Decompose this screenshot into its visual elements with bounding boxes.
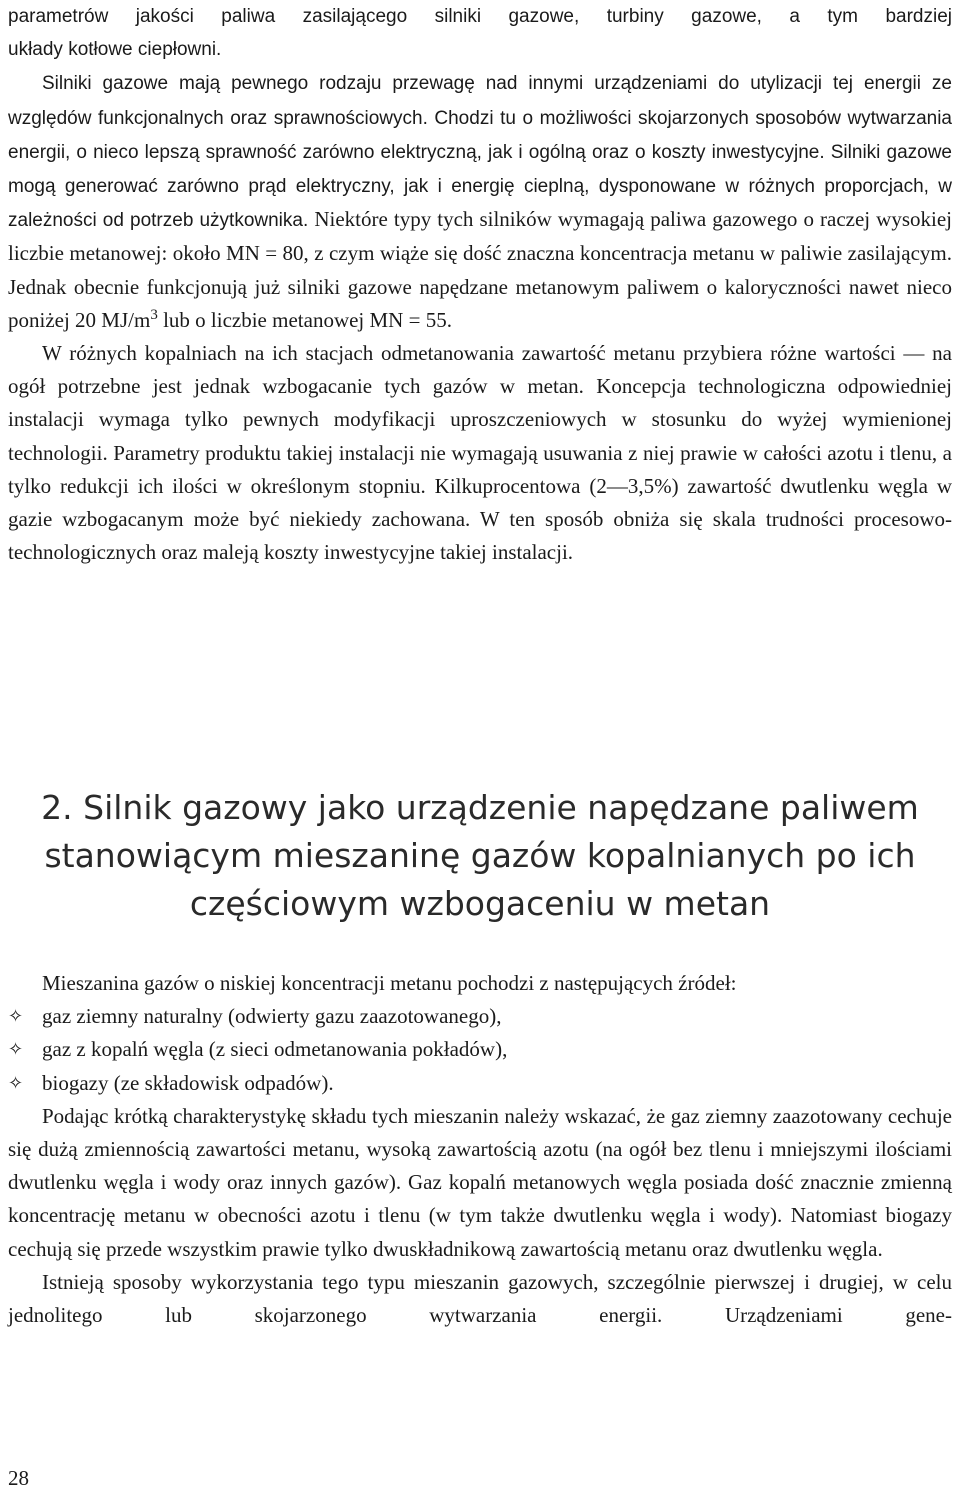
page-number: 28 (8, 1466, 29, 1490)
list-item (8, 1033, 952, 1066)
superscript: 3 (150, 306, 158, 323)
heading-line: częściowym wzbogaceniu w metan (189, 884, 771, 923)
paragraph-text-a: Silniki gazowe mają pewnego rodzaju przewagę nad innymi urządzeniami do utylizacji tej energii ze względów funkcjonalnych oraz sprawnościowych. Chodzi tu o możliwości skojarzonych sposobów wytwarzania energii, o nieco lepszą sprawność zarówno elektryczną, jak i ogólną oraz o koszty inwestycyjne. Silniki gazowe mogą generować zarówno prąd elektryczny, jak i energię cieplną, dysponowane w różnych proporcjach, w zależności od potrzeb użytkownika. (8, 73, 952, 232)
paragraph-line: układy kotłowe ciepłowni. (8, 39, 222, 61)
four-pointed-star-icon: ✧ (8, 1039, 24, 1061)
paragraph-charakterystyka: Podając krótką charakterystykę składu tych mieszanin należy wskazać, że gaz ziemny zaazotowany cechuje się dużą zmiennością zawartości metanu, wysoką zawartością azotu (na ogół bez tlenu i mniejszymi ilościami dwutlenku węgla i wody oraz innych gazów). Gaz kopalń metanowych węgla posiada dość znacznie zmienną koncentrację metanu w obecności azotu i tlenu (w tym także dwutlenku węgla i wody). Natomiast biogazy cechują się przede wszystkim prawie tylko dwuskładnikową zawartością metanu oraz dwutlenku węgla. (8, 1103, 952, 1261)
paragraph-silniki (8, 66, 952, 337)
list-item-text: gaz ziemny naturalny (odwierty gazu zaazotowanego), (42, 1004, 502, 1029)
list-item-text: gaz z kopalń węgla (z sieci odmetanowania pokładów), (42, 1037, 508, 1062)
four-pointed-star-icon: ✧ (8, 1072, 24, 1094)
source-list (8, 1000, 952, 1100)
heading-line: stanowiącym mieszaninę gazów kopalnianych po ich (44, 836, 916, 875)
list-item (8, 1067, 952, 1100)
list-item (8, 1000, 952, 1033)
bottom-text-block (8, 967, 952, 1332)
heading-line: 2. Silnik gazowy jako urządzenie napędzane paliwem (41, 788, 919, 827)
top-text-block (8, 0, 952, 569)
paragraph-kopalnie: W różnych kopalniach na ich stacjach odmetanowania zawartość metanu przybiera różne wartości — na ogół potrzebne jest jednak wzbogacanie tych gazów w metan. Koncepcja technologiczna odpowiedniej instalacji wymaga tylko pewnych modyfikacji uproszczeniowych w stosunku do wyżej wymienionej technologii. Parametry produktu takiej instalacji nie wymagają usuwania z niej prawie w całości azotu i tlenu, a tylko redukcji ich ilości w określonym stopniu. Kilkuprocentowa (2—3,5%) zawartość dwutlenku węgla w gazie wzbogacanym może być niekiedy zachowana. W ten sposób obniża się skala trudności procesowo-technologicznych oraz maleją koszty inwestycyjne takiej instalacji. (8, 341, 952, 565)
four-pointed-star-icon: ✧ (8, 1006, 24, 1028)
paragraph-text-c: lub o liczbie metanowej MN = 55. (157, 307, 452, 332)
paragraph-sposoby: Istnieją sposoby wykorzystania tego typu mieszanin gazowych, szczególnie pierwszej i drugiej, w celu jednolitego lub skojarzonego wytwarzania energii. Urządzeniami gene- (8, 1269, 952, 1328)
paragraph-continued (8, 0, 952, 66)
list-item-text: biogazy (ze składowisk odpadów). (42, 1070, 334, 1095)
paragraph-intro: Mieszanina gazów o niskiej koncentracji metanu pochodzi z następujących źródeł: (42, 971, 737, 995)
paragraph-text-b: Niektóre typy tych silników wymagają paliwa gazowego o raczej wysokiej liczbie metanowej: około MN = 80, z czym wiąże się dość znaczna koncentracja metanu w paliwie zasilającym. Jednak obecnie funkcjonują już silniki gazowe napędzane metanowym paliwem o kaloryczności nawet nieco poniżej 20 MJ/m (8, 207, 953, 332)
paragraph-line: parametrów jakości paliwa zasilającego silniki gazowe, turbiny gazowe, a tym bardziej (8, 6, 952, 27)
section-heading (0, 784, 960, 928)
